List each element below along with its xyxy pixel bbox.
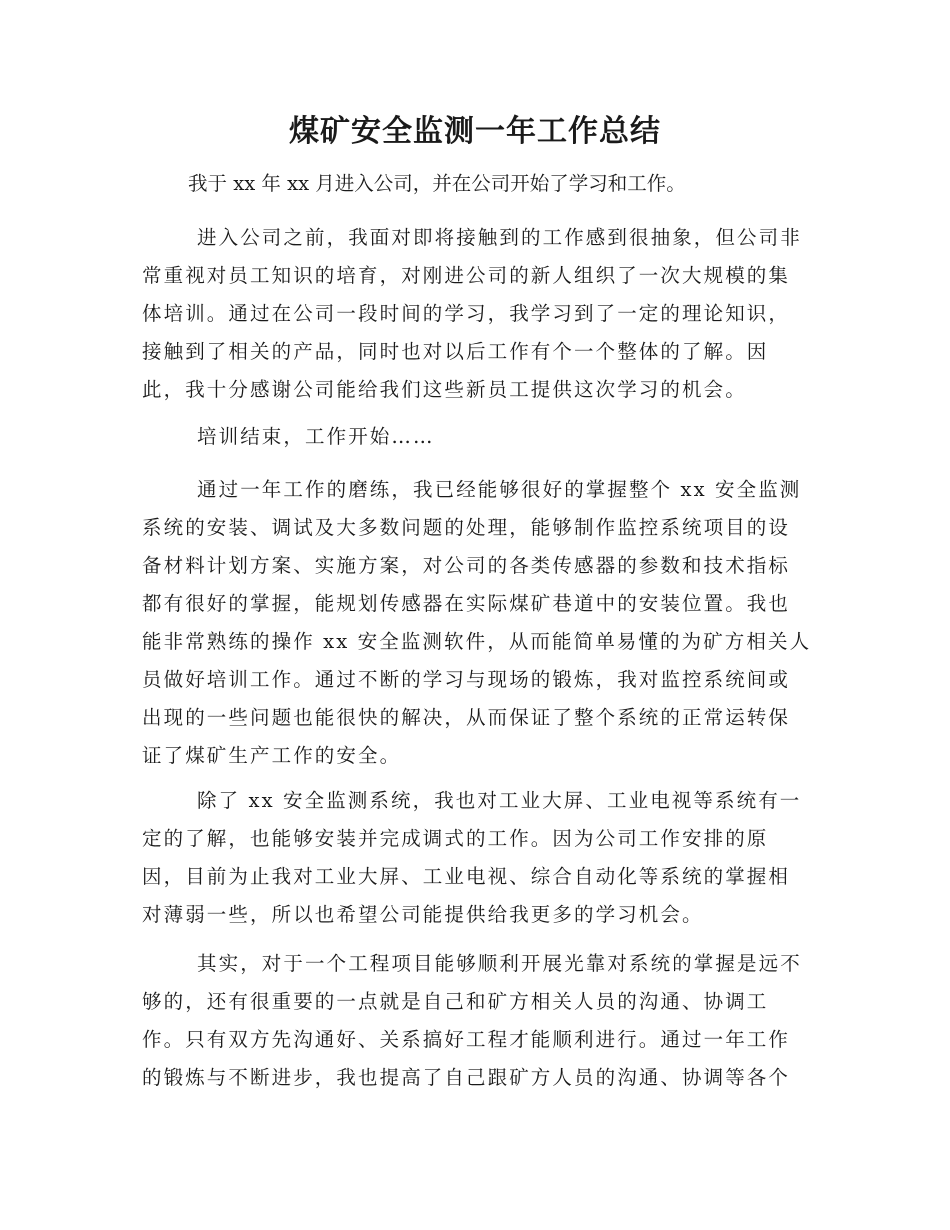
paragraph-line: 都有很好的掌握，能规划传感器在实际煤矿巷道中的安装位置。我也 [142,592,791,615]
paragraph-line: 其实，对于一个工程项目能够顺利开展光靠对系统的掌握是远不 [197,952,802,975]
paragraph-other-systems [142,782,812,934]
paragraph-line: 常重视对员工知识的培育，对刚进公司的新人组织了一次大规模的集 [142,264,791,287]
paragraph-line: 此，我十分感谢公司能给我们这些新员工提供这次学习的机会。 [142,378,747,401]
paragraph-line: 培训结束，工作开始…… [197,425,435,448]
paragraph-line: 够的，还有很重要的一点就是自己和矿方相关人员的沟通、协调工 [142,990,769,1013]
paragraph-line: 能非常熟练的操作 xx 安全监测软件，从而能简单易懂的为矿方相关人 [142,630,812,653]
paragraph-line: 员做好培训工作。通过不断的学习与现场的锻炼，我对监控系统间或 [142,668,791,691]
paragraph-line: 进入公司之前，我面对即将接触到的工作感到很抽象，但公司非 [197,226,802,249]
intro-paragraph: 我于 xx 年 xx 月进入公司，并在公司开始了学习和工作。 [188,172,686,195]
paragraph-line: 作。只有双方先沟通好、关系搞好工程才能顺利进行。通过一年工作 [142,1028,791,1051]
paragraph-line: 定的了解，也能够安装并完成调式的工作。因为公司工作安排的原 [142,827,769,850]
paragraph-training [142,219,812,409]
paragraph-line: 证了煤矿生产工作的安全。 [142,744,402,767]
paragraph-training-end [142,418,812,456]
document-title: 煤矿安全监测一年工作总结 [289,114,661,149]
paragraph-line: 因，目前为止我对工业大屏、工业电视、综合自动化等系统的掌握相 [142,865,791,888]
paragraph-line: 备材料计划方案、实施方案，对公司的各类传感器的参数和技术指标 [142,554,791,577]
paragraph-line: 除了 xx 安全监测系统，我也对工业大屏、工业电视等系统有一 [197,789,802,812]
paragraph-line: 对薄弱一些，所以也希望公司能提供给我更多的学习机会。 [142,903,704,926]
paragraph-line: 的锻炼与不断进步，我也提高了自己跟矿方人员的沟通、协调等各个 [142,1066,791,1089]
paragraph-communication [142,945,812,1097]
paragraph-work-experience [142,471,812,775]
paragraph-line: 出现的一些问题也能很快的解决，从而保证了整个系统的正常运转保 [142,706,791,729]
paragraph-line: 通过一年工作的磨练，我已经能够很好的掌握整个 xx 安全监测 [197,478,802,501]
paragraph-line: 体培训。通过在公司一段时间的学习，我学习到了一定的理论知识， [142,302,791,325]
paragraph-line: 接触到了相关的产品，同时也对以后工作有个一个整体的了解。因 [142,340,769,363]
paragraph-line: 系统的安装、调试及大多数问题的处理，能够制作监控系统项目的设 [142,516,791,539]
